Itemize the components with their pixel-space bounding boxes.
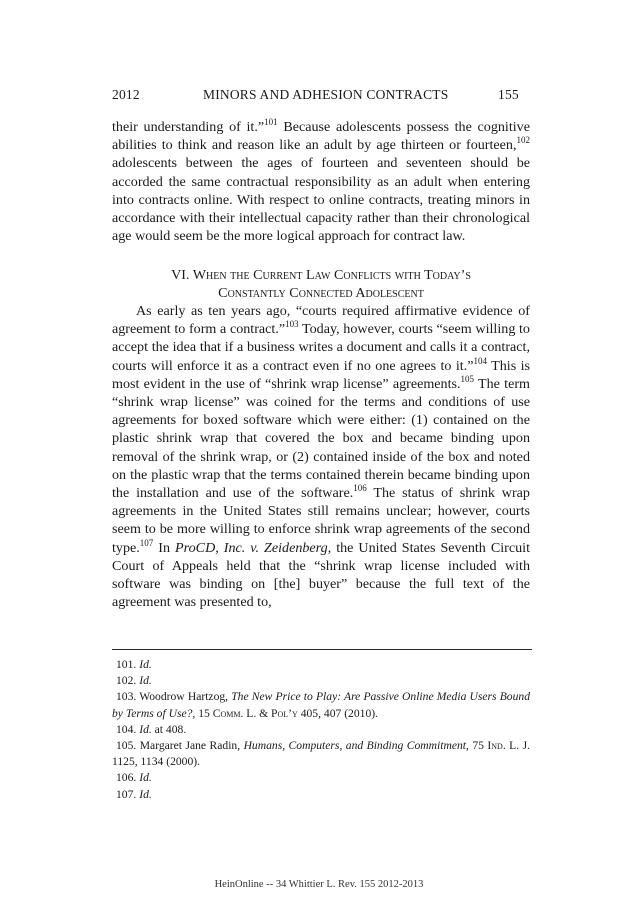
footnote-number: 103. bbox=[116, 690, 137, 704]
footnote-ref-106[interactable]: 106 bbox=[353, 483, 367, 494]
footnote-ref-102[interactable]: 102 bbox=[516, 135, 530, 146]
footnote-number: 106. bbox=[116, 771, 137, 785]
footnote-citation: Id. bbox=[139, 787, 152, 801]
paragraph-minors-cognitive bbox=[112, 118, 530, 245]
footnote-author: Woodrow Hartzog, bbox=[139, 690, 232, 704]
paragraph-text: adolescents between the ages of fourteen and seventeen should be accorded the same contractual responsibility as an adult when entering into contracts online. With respect to online contracts, treating minors in accordance with their intellectual capacity rather than their chronological age would seem be the more logical approach for contract law. bbox=[112, 155, 530, 245]
footnote-citation: Id. bbox=[139, 771, 152, 785]
footnote-number: 102. bbox=[116, 674, 137, 688]
footnote-ref-101[interactable]: 101 bbox=[264, 117, 278, 127]
footnote-105 bbox=[112, 738, 530, 770]
footnote-title: Humans, Computers, and Binding Commitment bbox=[243, 739, 467, 753]
paragraph-text: As early as ten years ago, “courts required affirmative evidence of agreement to form a contract.” bbox=[112, 303, 530, 338]
footnote-pages: 1125, 1134 (2000). bbox=[112, 755, 201, 769]
footnote-citation: Id. bbox=[139, 658, 152, 671]
footnote-citation: Id. bbox=[139, 674, 152, 688]
footnote-number: 105. bbox=[116, 739, 137, 753]
paragraph-text: The status of shrink wrap agreements in the United States still remains unclear; however, courts seem to be more willing to enforce shrink wrap agreements of the second type. bbox=[112, 485, 530, 556]
footnote-107 bbox=[112, 787, 530, 803]
page-number: 155 bbox=[498, 87, 519, 102]
footnote-106 bbox=[112, 770, 530, 786]
footnote-101 bbox=[112, 657, 530, 673]
footnote-number: 104. bbox=[116, 722, 137, 736]
footnote-pages: at 408. bbox=[151, 722, 187, 736]
paragraph-shrink-wrap bbox=[112, 302, 530, 611]
paragraph-text: This is most evident in the use of “shrink wrap license” agreements. bbox=[112, 357, 531, 392]
footnote-volume: , 15 bbox=[192, 706, 213, 720]
footnote-journal: Comm. L. & Pol’y bbox=[212, 706, 298, 720]
paragraph-text: , the United States Seventh Circuit Court of Appeals held that the “shrink wrap license included with software was binding on [the] buyer” because the full text of the agreement was presented to, bbox=[112, 539, 530, 611]
running-header-year: 2012 bbox=[112, 87, 140, 102]
paragraph-text: Today, however, courts “seem willing to accept the idea that if a business writes a document and calls it a contract, courts will enforce it as a contract even if no one agrees to it.” bbox=[112, 321, 530, 374]
footnote-103 bbox=[112, 689, 530, 721]
footnote-author: Margaret Jane Radin, bbox=[139, 739, 244, 753]
paragraph-text: Because adolescents possess the cognitive abilities to think and reason like an adult by age thirteen or fourteen, bbox=[112, 119, 530, 154]
section-heading-line-1: VI. When the Current Law Conflicts with Today’s bbox=[171, 267, 471, 283]
footnote-ref-107[interactable]: 107 bbox=[139, 537, 154, 548]
footnote-104 bbox=[112, 722, 530, 738]
footnote-title: The New Price to Play: Are Passive Online Media Users Bound by Terms of Use? bbox=[112, 690, 530, 720]
section-heading bbox=[112, 266, 530, 302]
footnote-number: 101. bbox=[116, 658, 137, 671]
footnote-citation: Id. bbox=[139, 722, 152, 736]
footnote-ref-103[interactable]: 103 bbox=[285, 319, 299, 330]
footnote-divider bbox=[112, 649, 532, 650]
section-heading-line-2: Constantly Connected Adolescent bbox=[218, 285, 424, 302]
footnote-journal: Ind. L. J. bbox=[487, 739, 531, 753]
footnote-pages: 405, 407 (2010). bbox=[297, 706, 378, 720]
footnotes-list bbox=[112, 657, 530, 803]
running-header-title: MINORS AND ADHESION CONTRACTS bbox=[203, 87, 449, 102]
paragraph-text: their understanding of it.” bbox=[112, 119, 265, 135]
footnote-volume: , 75 bbox=[466, 739, 488, 753]
case-name: ProCD, Inc. v. Zeidenberg bbox=[175, 539, 328, 556]
footnote-ref-105[interactable]: 105 bbox=[460, 373, 475, 384]
paragraph-text: In bbox=[153, 539, 176, 556]
footnote-number: 107. bbox=[116, 787, 137, 801]
source-citation-footer: HeinOnline -- 34 Whittier L. Rev. 155 2012-2013 bbox=[214, 879, 424, 890]
paragraph-text: The term “shrink wrap license” was coined for the terms and conditions of use agreements for boxed software which were either: (1) contained on the plastic shrink wrap that covered the box and became binding upon removal of the shrink wrap, or (2) contained inside of the box and noted on the plastic wrap that the terms contained therein became binding upon the installation and use of the software. bbox=[112, 375, 530, 502]
footnote-ref-104[interactable]: 104 bbox=[473, 355, 487, 366]
footnote-102 bbox=[112, 673, 530, 689]
